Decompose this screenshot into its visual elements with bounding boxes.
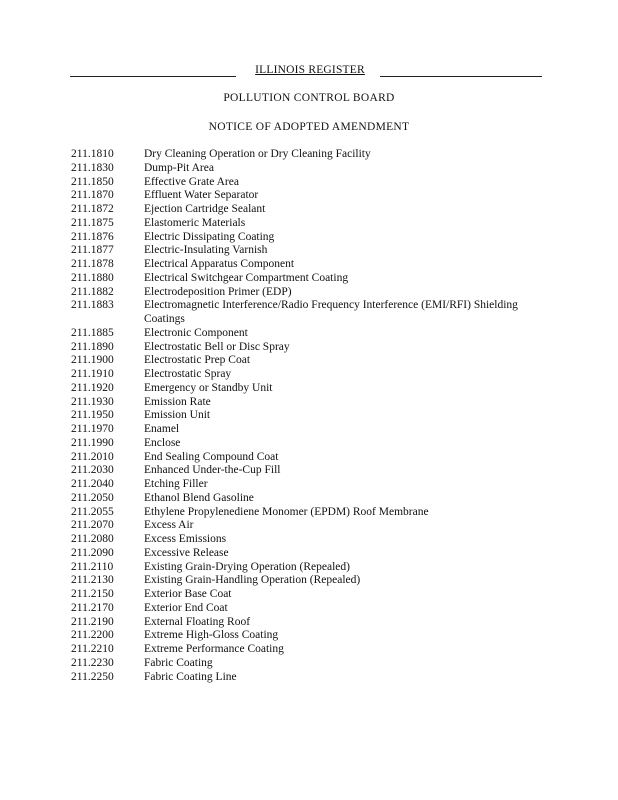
section-row [71, 547, 551, 561]
section-row [71, 464, 551, 478]
section-row [71, 478, 551, 492]
section-term: Extreme High-Gloss Coating [144, 629, 279, 642]
section-number: 211.1877 [71, 244, 114, 257]
section-number: 211.2090 [71, 546, 114, 559]
section-row [71, 354, 551, 368]
section-term: Electrodeposition Primer (EDP) [144, 285, 292, 298]
section-term: Fabric Coating Line [144, 670, 237, 683]
section-number: 211.2030 [71, 464, 114, 477]
section-term: Excessive Release [144, 546, 229, 559]
section-number: 211.1970 [71, 423, 114, 435]
section-number: 211.1910 [71, 368, 114, 380]
section-number: 211.1876 [71, 230, 114, 243]
section-row [71, 657, 551, 671]
section-number: 211.2040 [71, 478, 114, 490]
section-row [71, 176, 551, 190]
section-number: 211.2055 [71, 505, 114, 518]
section-term: Etching Filler [144, 478, 208, 490]
section-number: 211.1875 [71, 216, 114, 229]
section-term: Emission Unit [144, 409, 211, 422]
section-row [71, 602, 551, 616]
section-row [71, 341, 551, 355]
section-term: Enclose [144, 436, 181, 449]
section-row [71, 519, 551, 533]
section-number: 211.1883 [71, 299, 114, 312]
header-rule-right [380, 76, 542, 77]
section-term: Electrostatic Bell or Disc Spray [144, 340, 290, 353]
section-number: 211.1878 [71, 258, 114, 270]
section-term: Ejection Cartridge Sealant [144, 203, 266, 215]
section-term: Ethanol Blend Gasoline [144, 491, 254, 504]
section-number: 211.1885 [71, 326, 114, 339]
section-number: 211.1850 [71, 175, 114, 188]
section-term: Extreme Performance Coating [144, 643, 284, 655]
section-term: Electric Dissipating Coating [144, 230, 275, 243]
section-row [71, 189, 551, 203]
register-title: ILLINOIS REGISTER [255, 64, 365, 76]
section-term: Electromagnetic Interference/Radio Frequency Interference (EMI/RFI) Shielding [144, 299, 518, 312]
header-rule-left [70, 76, 236, 77]
section-number: 211.1880 [71, 271, 114, 284]
section-number: 211.1890 [71, 340, 114, 353]
section-row [71, 244, 551, 258]
section-row [71, 272, 551, 286]
section-term: Excess Emissions [144, 533, 227, 545]
section-row [71, 382, 551, 396]
section-row [71, 396, 551, 410]
section-term: End Sealing Compound Coat [144, 450, 279, 463]
section-term: Fabric Coating [144, 656, 213, 669]
section-row [71, 588, 551, 602]
section-term: Elastomeric Materials [144, 216, 246, 229]
section-row [71, 437, 551, 451]
section-number: 211.2010 [71, 450, 114, 463]
section-number: 211.2110 [71, 560, 114, 573]
section-row [71, 231, 551, 245]
section-row [71, 217, 551, 231]
section-row [71, 162, 551, 176]
section-row [71, 533, 551, 547]
section-number: 211.1930 [71, 395, 114, 408]
section-number: 211.1882 [71, 285, 114, 298]
section-term: Electrostatic Prep Coat [144, 354, 251, 367]
section-row [71, 616, 551, 630]
section-row [71, 313, 551, 327]
section-term: Electrical Apparatus Component [144, 258, 295, 270]
section-row [71, 409, 551, 423]
section-term: Electronic Component [144, 326, 248, 339]
section-term: Dump-Pit Area [144, 161, 214, 174]
section-number: 211.2050 [71, 491, 114, 504]
section-row [71, 643, 551, 657]
section-number: 211.2070 [71, 519, 114, 532]
section-row [71, 451, 551, 465]
section-term: Exterior Base Coat [144, 588, 232, 600]
section-term: Exterior End Coat [144, 601, 228, 614]
section-row [71, 561, 551, 575]
section-row [71, 148, 551, 162]
section-number: 211.2230 [71, 656, 114, 669]
section-term: Dry Cleaning Operation or Dry Cleaning Facility [144, 148, 371, 160]
section-term: Coatings [144, 313, 185, 325]
section-row [71, 492, 551, 506]
section-term: Electrostatic Spray [144, 368, 232, 380]
section-number: 211.1872 [71, 203, 114, 215]
section-number: 211.2200 [71, 629, 114, 642]
section-term: Emission Rate [144, 395, 211, 408]
section-row [71, 629, 551, 643]
section-row [71, 258, 551, 272]
section-row [71, 423, 551, 437]
section-number: 211.2190 [71, 615, 114, 628]
section-term: Electric-Insulating Varnish [144, 244, 268, 257]
section-number: 211.2150 [71, 588, 114, 600]
section-row [71, 299, 551, 313]
section-number: 211.2250 [71, 670, 114, 683]
section-row [71, 671, 551, 685]
section-row [71, 286, 551, 300]
section-row [71, 368, 551, 382]
section-row [71, 203, 551, 217]
section-term: Existing Grain-Drying Operation (Repealed) [144, 560, 350, 573]
section-term: Electrical Switchgear Compartment Coating [144, 271, 349, 284]
notice-title: NOTICE OF ADOPTED AMENDMENT [208, 121, 410, 133]
section-number: 211.2170 [71, 601, 114, 614]
section-number [71, 313, 144, 327]
register-header [70, 63, 542, 77]
board-name: POLLUTION CONTROL BOARD [223, 92, 395, 104]
section-term: Effective Grate Area [144, 175, 239, 188]
section-number: 211.1870 [71, 189, 114, 202]
section-term: Ethylene Propylenediene Monomer (EPDM) Roof Membrane [144, 505, 429, 518]
section-row [71, 327, 551, 341]
section-term: External Floating Roof [144, 615, 251, 628]
section-term: Excess Air [144, 519, 194, 532]
section-number: 211.1900 [71, 354, 114, 367]
section-term: Enhanced Under-the-Cup Fill [144, 464, 281, 477]
section-number: 211.1920 [71, 381, 114, 394]
section-number: 211.1950 [71, 409, 114, 422]
section-number: 211.2080 [71, 533, 114, 545]
section-number: 211.2210 [71, 643, 114, 655]
section-term: Emergency or Standby Unit [144, 381, 273, 394]
section-term: Existing Grain-Handling Operation (Repealed) [144, 574, 361, 587]
section-number: 211.1990 [71, 436, 114, 449]
section-row [71, 506, 551, 520]
section-number: 211.1830 [71, 161, 114, 174]
section-number: 211.2130 [71, 574, 114, 587]
section-term: Enamel [144, 423, 180, 435]
section-number: 211.1810 [71, 148, 114, 160]
section-row [71, 574, 551, 588]
section-term: Effluent Water Separator [144, 189, 259, 202]
section-list [71, 148, 551, 684]
